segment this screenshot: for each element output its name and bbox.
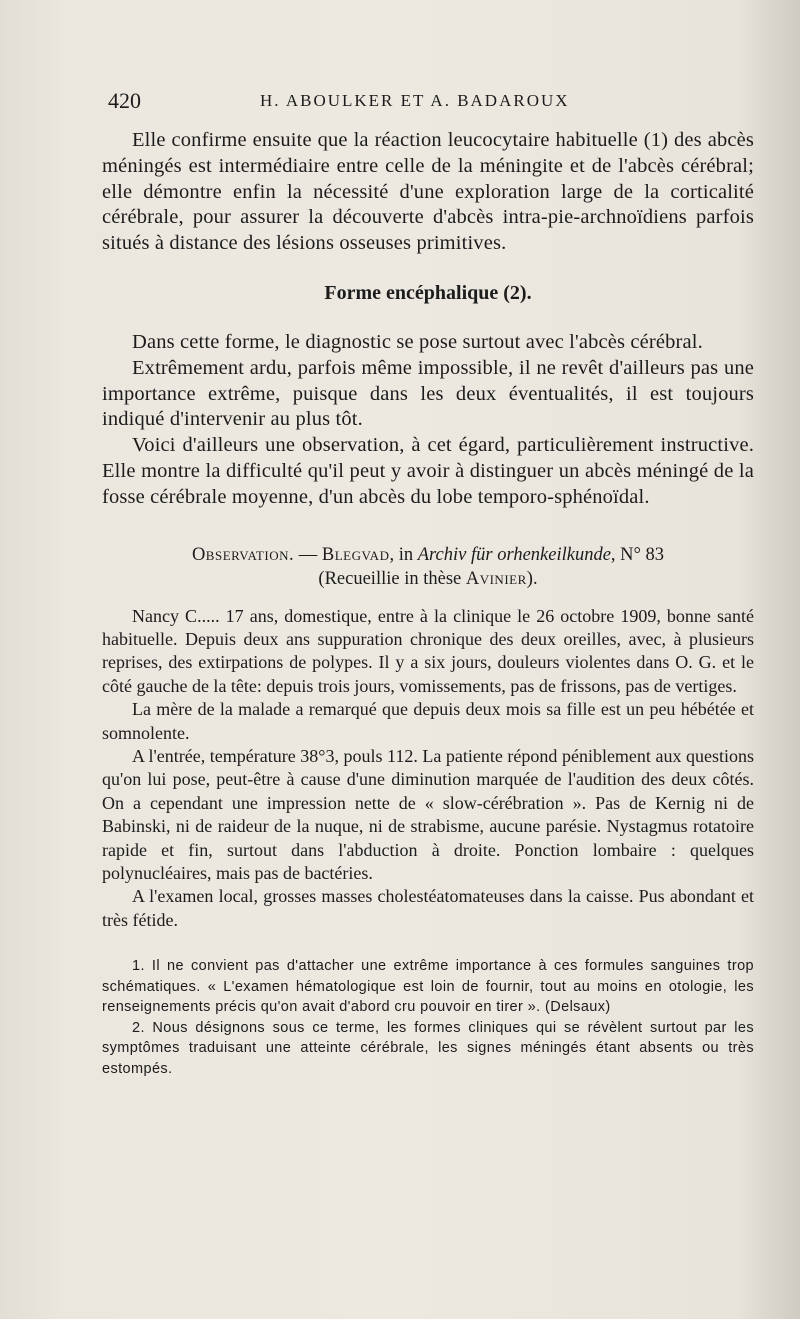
page-number: 420 bbox=[108, 88, 141, 113]
observation-source-prefix: (Recueillie in thèse bbox=[318, 568, 466, 589]
page-body bbox=[102, 128, 754, 1079]
case-paragraph: Nancy C..... 17 ans, domestique, entre à la clinique le 26 octobre 1909, bonne santé habituelle. Depuis deux ans suppuration chronique des deux oreilles, avec, à plusieurs reprises, des extirpations de polypes. Il y a six jours, douleurs violentes dans O. G. et le côté gauche de la tête: depuis trois jours, vomissements, pas de frissons, pas de vertiges. bbox=[102, 605, 754, 696]
observation-citation bbox=[102, 543, 754, 591]
observation-label: Observation. bbox=[191, 544, 295, 565]
observation-author: Blegvad bbox=[321, 544, 390, 565]
running-title: H. ABOULKER ET A. BADAROUX bbox=[260, 91, 570, 110]
footnote-2: 2. Nous désignons sous ce terme, les formes cliniques qui se révèlent surtout par les symptômes traduisant une atteinte cérébrale, les signes méningés étant absents ou très estompés. bbox=[102, 1019, 754, 1077]
body-paragraph: Dans cette forme, le diagnostic se pose surtout avec l'abcès cérébral. bbox=[132, 330, 703, 353]
observation-line-1 bbox=[102, 543, 754, 567]
observation-in: , in bbox=[389, 544, 418, 565]
body-paragraph: Voici d'ailleurs une observation, à cet égard, particulièrement instructive. Elle montre la difficulté qu'il peut y avoir à distinguer un abcès méningé de la fosse cérébrale moyenne, d'un abcès du lobe temporo-sphénoïdal. bbox=[102, 434, 754, 508]
observation-dash: — bbox=[294, 544, 322, 565]
observation-line-2 bbox=[102, 567, 754, 591]
page-header bbox=[108, 88, 668, 118]
observation-source-suffix: ). bbox=[526, 568, 538, 589]
observation-thesis-author: Avinier bbox=[465, 568, 527, 589]
section-heading: Forme encéphalique (2). bbox=[324, 281, 532, 304]
observation-journal: Archiv für orhenkeilkunde bbox=[417, 544, 611, 565]
body-paragraph: Extrêmement ardu, parfois même impossible, il ne revêt d'ailleurs pas une importance extrême, puisque dans les deux éventualités, il est toujours indiqué d'intervenir au plus tôt. bbox=[102, 356, 754, 431]
case-paragraph: A l'entrée, température 38°3, pouls 112. La patiente répond péniblement aux questions qu'on lui pose, peut-être à cause d'une diminution marquée de l'audition des deux côtés. On a cependant une impression nette de « slow-cérébration ». Pas de Kernig ni de Babinski, ni de raideur de la nuque, ni de strabisme, aucune parésie. Nystagmus rotatoire rapide et fin, surtout dans l'abduction à droite. Ponction lombaire : quelques polynucléaires, mais pas de bactéries. bbox=[102, 746, 754, 884]
case-paragraph: La mère de la malade a remarqué que depuis deux mois sa fille est un peu hébétée et somnolente. bbox=[102, 699, 754, 743]
case-paragraph: A l'examen local, grosses masses cholestéatomateuses dans la caisse. Pus abondant et très fétide. bbox=[102, 886, 754, 930]
body-paragraph: Elle confirme ensuite que la réaction leucocytaire habituelle (1) des abcès méningés est intermédiaire entre celle de la méningite et de l'abcès cérébral; elle démontre enfin la nécessité d'une exploration large de la corticalité cérébrale, pour assurer la découverte d'abcès intra-pie-archnoïdiens parfois situés à distance des lésions osseuses primitives. bbox=[102, 129, 754, 255]
observation-number: , N° 83 bbox=[610, 544, 665, 565]
footnotes bbox=[102, 956, 754, 1079]
footnote-1: 1. Il ne convient pas d'attacher une extrême importance à ces formules sanguines trop schématiques. « L'examen hématologique est loin de fournir, tout au moins en otologie, les renseignements précis qu'on avait d'abord cru pouvoir en tirer ». (Delsaux) bbox=[102, 958, 754, 1016]
